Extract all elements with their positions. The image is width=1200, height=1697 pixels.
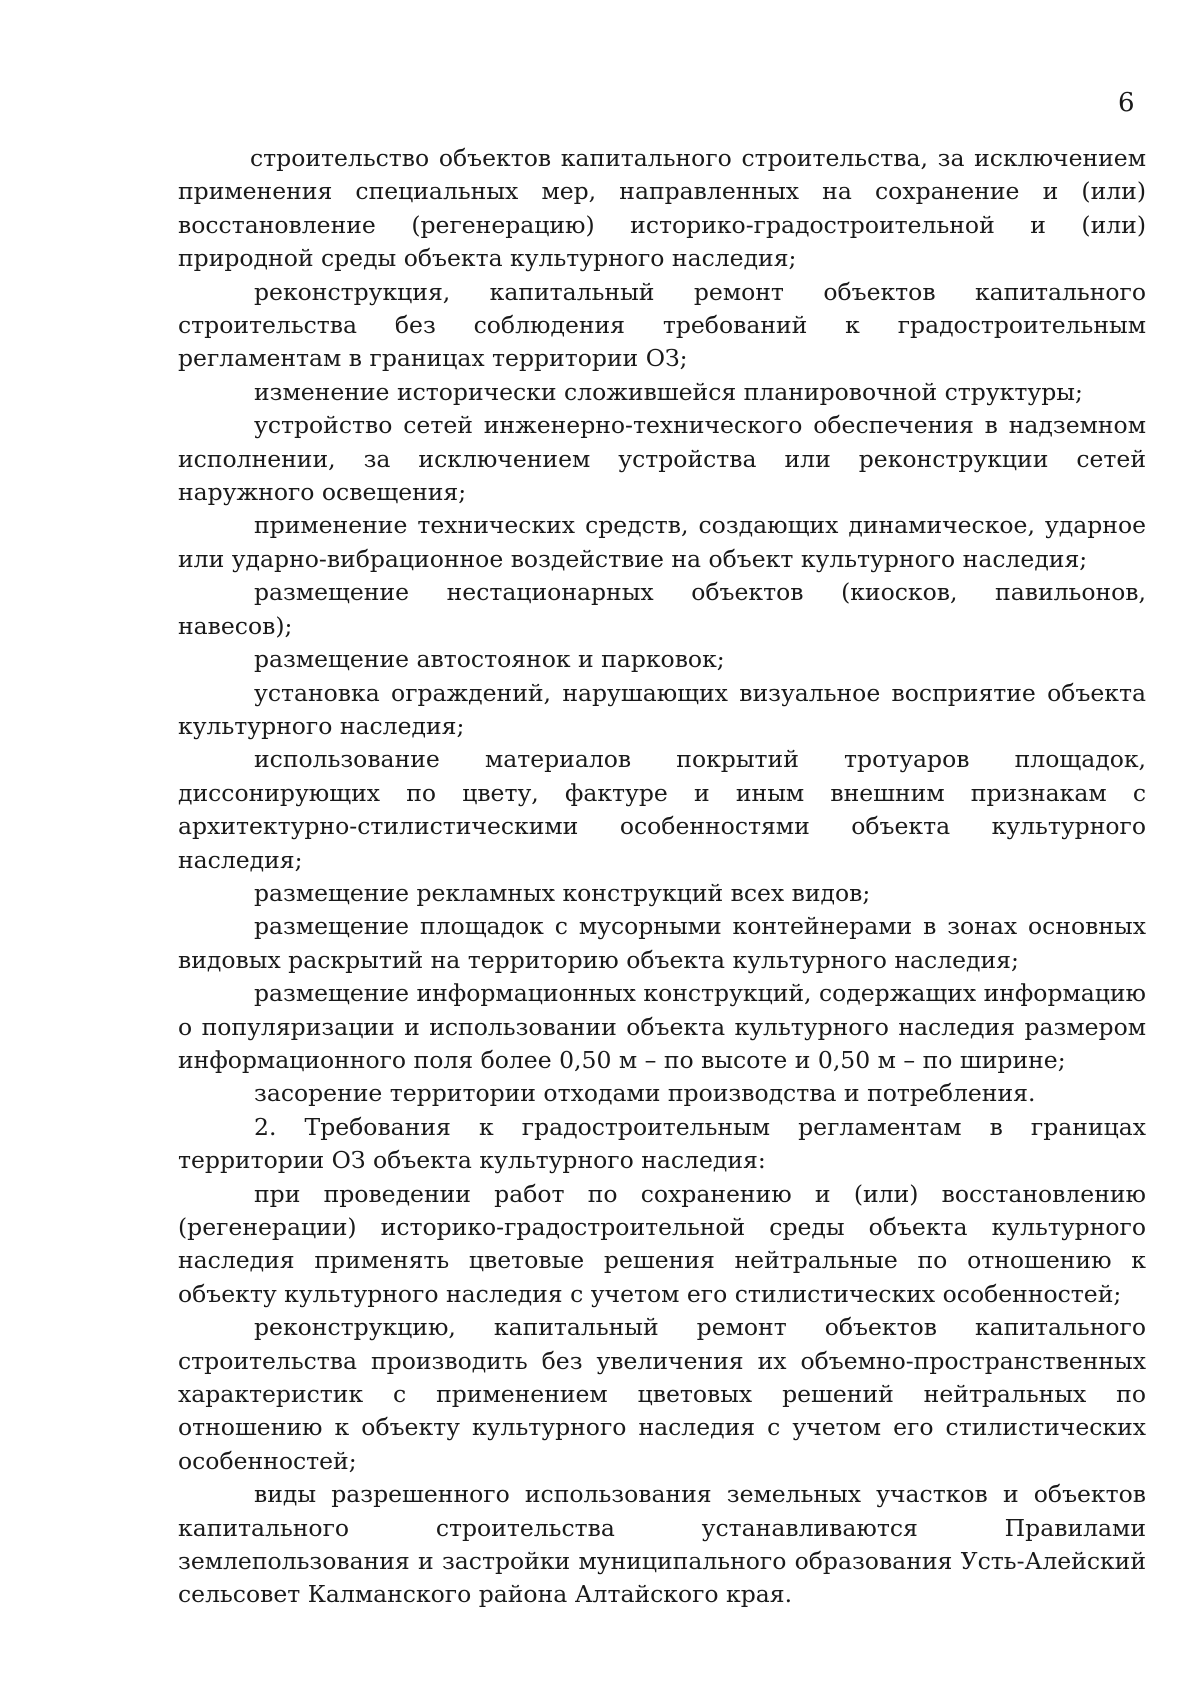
- page-number: 6: [1118, 88, 1135, 118]
- paragraph: виды разрешенного использования земельных участков и объектов капитального строительства устанавливаются Правилами землепользования и застройки муниципального образования Усть-Алейский сельсовет Калманского района Алтайского края.: [178, 1480, 1146, 1609]
- paragraph: реконструкцию, капитальный ремонт объектов капитального строительства производить без увеличения их объемно-пространственных характеристик с применением цветовых решений нейтральных по отношению к объекту культурного наследия с учетом его стилистических особенностей;: [178, 1313, 1146, 1475]
- paragraph: использование материалов покрытий тротуаров площадок, диссонирующих по цвету, фактуре и иным внешним признакам с архитектурно-стилистическими особенностями объекта культурного наследия;: [178, 745, 1146, 874]
- paragraph: размещение нестационарных объектов (киосков, павильонов, навесов);: [178, 578, 1146, 640]
- paragraph: установка ограждений, нарушающих визуальное восприятие объекта культурного наследия;: [178, 678, 1146, 740]
- paragraph: изменение исторически сложившейся планировочной структуры;: [254, 377, 1083, 406]
- paragraph: размещение площадок с мусорными контейнерами в зонах основных видовых раскрытий на территорию объекта культурного наследия;: [178, 912, 1146, 974]
- paragraph: применение технических средств, создающих динамическое, ударное или ударно-вибрационное воздействие на объект культурного наследия;: [178, 511, 1146, 573]
- paragraph: размещение автостоянок и парковок;: [254, 645, 725, 674]
- paragraph: реконструкция, капитальный ремонт объектов капитального строительства без соблюдения требований к градостроительным регламентам в границах территории ОЗ;: [178, 277, 1146, 373]
- paragraph: строительство объектов капитального строительства, за исключением применения специальных мер, направленных на сохранение и (или) восстановление (регенерацию) историко-градостроительной и (или) природной среды объекта культурного наследия;: [178, 144, 1146, 273]
- paragraph: размещение рекламных конструкций всех видов;: [254, 878, 871, 907]
- paragraph: засорение территории отходами производства и потребления.: [254, 1079, 1036, 1108]
- paragraph: устройство сетей инженерно-технического обеспечения в надземном исполнении, за исключением устройства или реконструкции сетей наружного освещения;: [178, 411, 1146, 507]
- document-body: [178, 142, 1146, 1612]
- section-heading-paragraph: 2. Требования к градостроительным регламентам в границах территории ОЗ объекта культурного наследия:: [178, 1112, 1146, 1175]
- paragraph: при проведении работ по сохранению и (или) восстановлению (регенерации) историко-градостроительной среды объекта культурного наследия применять цветовые решения нейтральные по отношению к объекту культурного наследия с учетом его стилистических особенностей;: [178, 1179, 1146, 1308]
- paragraph: размещение информационных конструкций, содержащих информацию о популяризации и использовании объекта культурного наследия размером информационного поля более 0,50 м – по высоте и 0,50 м – по ширине;: [178, 979, 1147, 1074]
